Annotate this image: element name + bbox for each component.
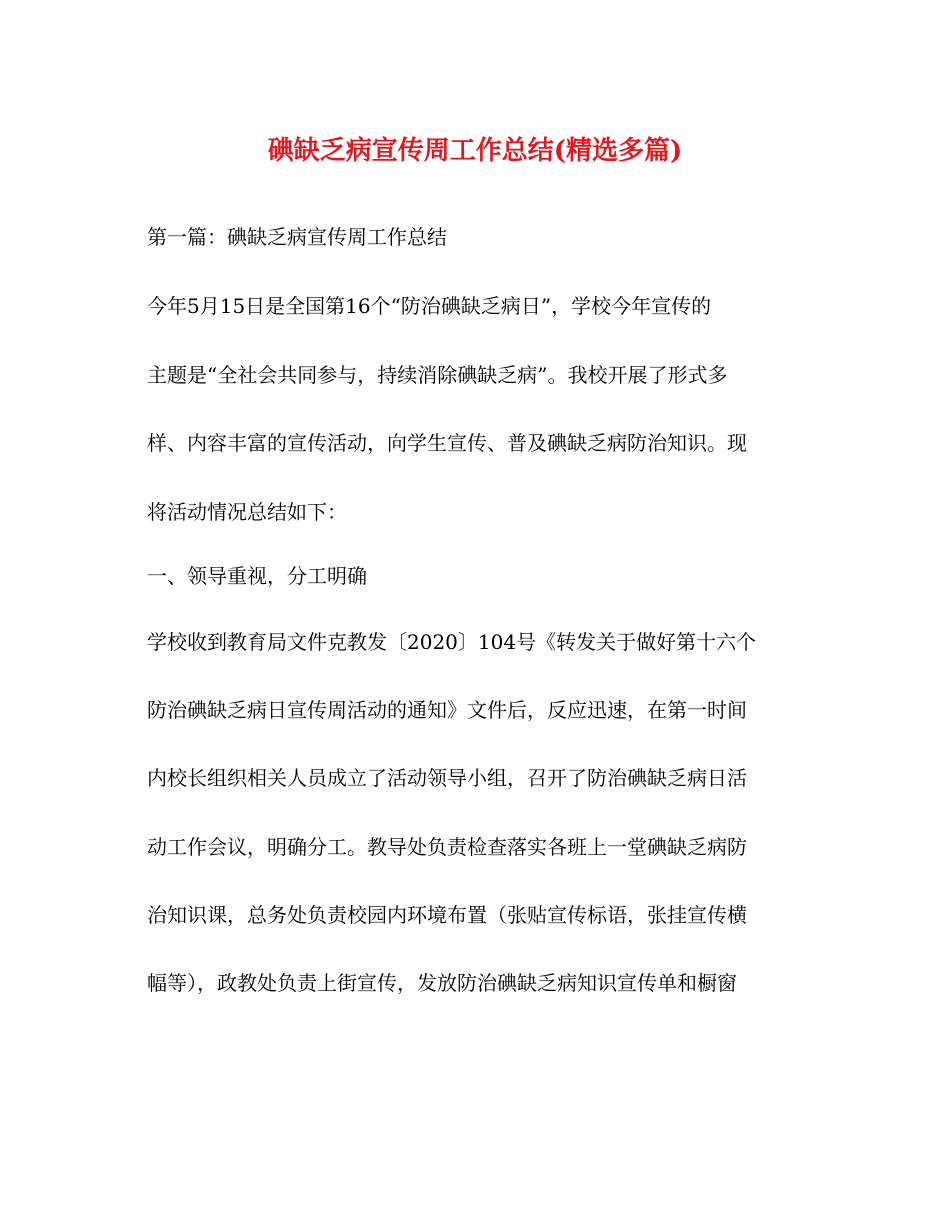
subsection-heading: 一、领导重视，分工明确 <box>147 564 367 588</box>
paragraph-line: 治知识课，总务处负责校园内环境布置（张贴宣传标语，张挂宣传横 <box>147 903 747 927</box>
paragraph-line: 样、内容丰富的宣传活动，向学生宣传、普及碘缺乏病防治知识。现 <box>147 431 747 455</box>
paragraph-line: 内校长组织相关人员成立了活动领导小组，召开了防治碘缺乏病日活 <box>147 766 747 790</box>
section-heading-1: 第一篇：碘缺乏病宣传周工作总结 <box>147 225 447 249</box>
paragraph-line: 动工作会议，明确分工。教导处负责检查落实各班上一堂碘缺乏病防 <box>147 835 747 859</box>
paragraph-line: 防治碘缺乏病日宣传周活动的通知》文件后，反应迅速，在第一时间 <box>147 698 747 722</box>
paragraph-line: 今年5月15日是全国第16个“防治碘缺乏病日”，学校今年宣传的 <box>147 294 712 318</box>
paragraph-line: 学校收到教育局文件克教发〔2020〕104号《转发关于做好第十六个 <box>147 630 757 654</box>
paragraph-line: 将活动情况总结如下： <box>147 500 347 524</box>
paragraph-line: 幅等），政教处负责上街宣传，发放防治碘缺乏病知识宣传单和橱窗 <box>147 971 737 995</box>
paragraph-line: 主题是“全社会共同参与，持续消除碘缺乏病”。我校开展了形式多 <box>147 363 728 387</box>
document-title: 碘缺乏病宣传周工作总结(精选多篇) <box>267 136 683 166</box>
